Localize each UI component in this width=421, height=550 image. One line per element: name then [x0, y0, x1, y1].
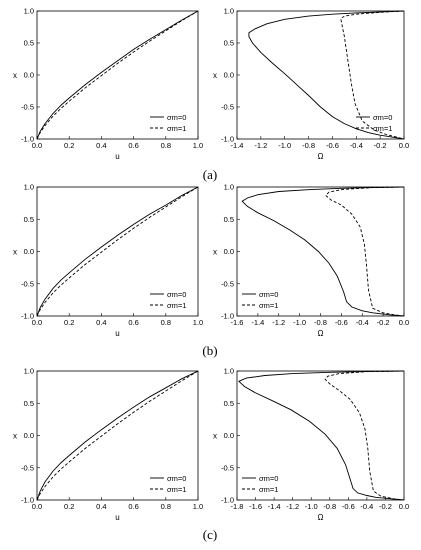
chart-6-ytick-label: -1.0 [221, 495, 234, 505]
chart-5-xlabel: u [115, 513, 120, 522]
chart-5-xtick-label: 0.0 [31, 502, 43, 511]
chart-6-xtick-label: -1.6 [249, 502, 263, 511]
chart-3-xtick-label: 0.2 [63, 318, 75, 327]
chart-4-xtick-label: -1.2 [272, 318, 286, 327]
chart-2-xtick-label: -1.0 [278, 141, 292, 150]
chart-1-xtick-label: 0.6 [128, 141, 139, 150]
chart-6-ytick-label: 1.0 [223, 366, 234, 376]
chart-2-xlabel: Ω [317, 152, 324, 161]
chart-2-legend-label-1: σm=0 [373, 113, 393, 122]
chart-6-xtick-label: -1.0 [304, 502, 318, 511]
chart-6-xtick-label: -1.2 [286, 502, 300, 511]
chart-5-xtick-label: 1.0 [192, 502, 204, 511]
chart-3-xtick-label: 0.4 [96, 318, 107, 327]
panel-label-c: (c) [202, 527, 218, 542]
chart-6-xtick-label: -0.8 [323, 502, 337, 511]
chart-3-ytick-label: -1.0 [21, 311, 34, 321]
chart-4-xtick-label: -0.6 [334, 318, 348, 327]
chart-5-xtick-label: 0.6 [128, 502, 139, 511]
chart-5-ytick-label: -1.0 [21, 495, 34, 505]
chart-5-ylabel: x [13, 431, 17, 441]
chart-3-ytick-label: 1.0 [23, 182, 34, 192]
chart-1-xtick-label: 0.0 [31, 141, 43, 150]
chart-1-ytick-label: 1.0 [23, 6, 34, 16]
chart-3-ytick-label: 0.0 [23, 247, 34, 256]
chart-3-ytick-label: 0.5 [23, 214, 34, 224]
chart-4-ytick-label: 0.0 [223, 247, 234, 256]
chart-3-xtick-label: 0.0 [31, 318, 43, 327]
chart-4-xtick-label: -1.4 [251, 318, 265, 327]
chart-5-ytick-label: 0.0 [23, 431, 34, 440]
chart-6-legend-label-1: σm=0 [259, 474, 279, 483]
chart-2-xtick-label: -0.6 [325, 141, 339, 150]
chart-2-ytick-label: 1.0 [223, 6, 234, 16]
chart-2-legend-label-2: σm=1 [373, 124, 393, 133]
chart-3-xtick-label: 0.8 [160, 318, 172, 327]
chart-1-xtick-label: 0.8 [160, 141, 172, 150]
chart-6-xtick-label: -1.4 [267, 502, 281, 511]
chart-6-xlabel: Ω [317, 513, 324, 522]
chart-5-ytick-label: -0.5 [21, 463, 34, 473]
panel-label-b: (b) [202, 343, 218, 358]
chart-6-xtick-label: -1.8 [230, 502, 244, 511]
chart-1-legend-label-1: σm=0 [167, 113, 187, 122]
chart-4-xtick-label: 0.0 [398, 318, 410, 327]
chart-2-ytick-label: 0.5 [223, 38, 234, 48]
chart-6-ytick-label: -0.5 [221, 463, 234, 473]
chart-4-xtick-label: -1.0 [293, 318, 307, 327]
chart-4-ylabel: x [213, 247, 217, 257]
chart-1-ylabel: x [13, 71, 17, 80]
chart-4-xlabel: Ω [317, 329, 324, 338]
chart-3-xlabel: u [115, 329, 120, 338]
chart-2-xtick-label: -1.2 [254, 141, 268, 150]
chart-1-xtick-label: 0.2 [63, 141, 75, 150]
chart-1-ytick-label: 0.5 [23, 38, 34, 48]
chart-6-series-2-line [325, 371, 404, 500]
chart-3-legend-label-1: σm=0 [167, 290, 187, 299]
chart-2-xtick-label: -0.2 [373, 141, 387, 150]
chart-5-xtick-label: 0.4 [96, 502, 107, 511]
chart-2-xtick-label: -0.4 [349, 141, 363, 150]
chart-2-xtick-label: 0.0 [398, 141, 410, 150]
chart-4-ytick-label: 1.0 [223, 182, 234, 192]
chart-5-xtick-label: 0.2 [63, 502, 75, 511]
chart-4-series-2-line [326, 187, 404, 316]
chart-2-ytick-label: -0.5 [221, 102, 234, 112]
chart-3-xtick-label: 0.6 [128, 318, 139, 327]
chart-6-ytick-label: 0.0 [223, 431, 234, 440]
chart-2-ylabel: x [213, 71, 217, 80]
chart-2-ytick-label: 0.0 [223, 70, 234, 80]
chart-6-ytick-label: 0.5 [223, 398, 234, 408]
chart-1-legend-label-2: σm=1 [167, 124, 187, 133]
chart-6-xtick-label: -0.4 [360, 502, 374, 511]
chart-6-xtick-label: 0.0 [398, 502, 410, 511]
chart-3-xtick-label: 1.0 [192, 318, 204, 327]
chart-1-ytick-label: 0.0 [23, 70, 34, 80]
chart-2-xtick-label: -1.4 [230, 141, 244, 150]
chart-2-xtick-label: -0.8 [302, 141, 316, 150]
chart-4-legend-label-2: σm=1 [259, 301, 279, 310]
chart-1-xtick-label: 1.0 [192, 141, 204, 150]
chart-5-legend-label-2: σm=1 [167, 485, 187, 494]
chart-1-ytick-label: -0.5 [21, 102, 34, 112]
chart-2-ytick-label: -1.0 [221, 134, 234, 144]
chart-3-ylabel: x [13, 247, 17, 257]
chart-4-ytick-label: 0.5 [223, 214, 234, 224]
chart-4-legend-label-1: σm=0 [259, 290, 279, 299]
chart-6-ylabel: x [213, 431, 217, 441]
chart-5-ytick-label: 0.5 [23, 398, 34, 408]
chart-5-legend-label-1: σm=0 [167, 474, 187, 483]
chart-3-ytick-label: -0.5 [21, 279, 34, 289]
chart-1-ytick-label: -1.0 [21, 134, 34, 144]
chart-4-xtick-label: -0.2 [376, 318, 390, 327]
chart-4-xtick-label: -0.4 [355, 318, 369, 327]
panel-label-a: (a) [202, 167, 218, 182]
chart-6-xtick-label: -0.6 [341, 502, 355, 511]
chart-3-legend-label-2: σm=1 [167, 301, 187, 310]
chart-6-legend-label-2: σm=1 [259, 485, 279, 494]
chart-4-xtick-label: -0.8 [314, 318, 327, 327]
chart-1-xlabel: u [115, 152, 120, 161]
chart-4-ytick-label: -0.5 [221, 279, 234, 289]
chart-5-ytick-label: 1.0 [23, 366, 34, 376]
chart-4-xtick-label: -1.6 [230, 318, 244, 327]
chart-5-xtick-label: 0.8 [160, 502, 172, 511]
chart-4-ytick-label: -1.0 [221, 311, 234, 321]
chart-1-xtick-label: 0.4 [96, 141, 107, 150]
chart-6-xtick-label: -0.2 [378, 502, 392, 511]
